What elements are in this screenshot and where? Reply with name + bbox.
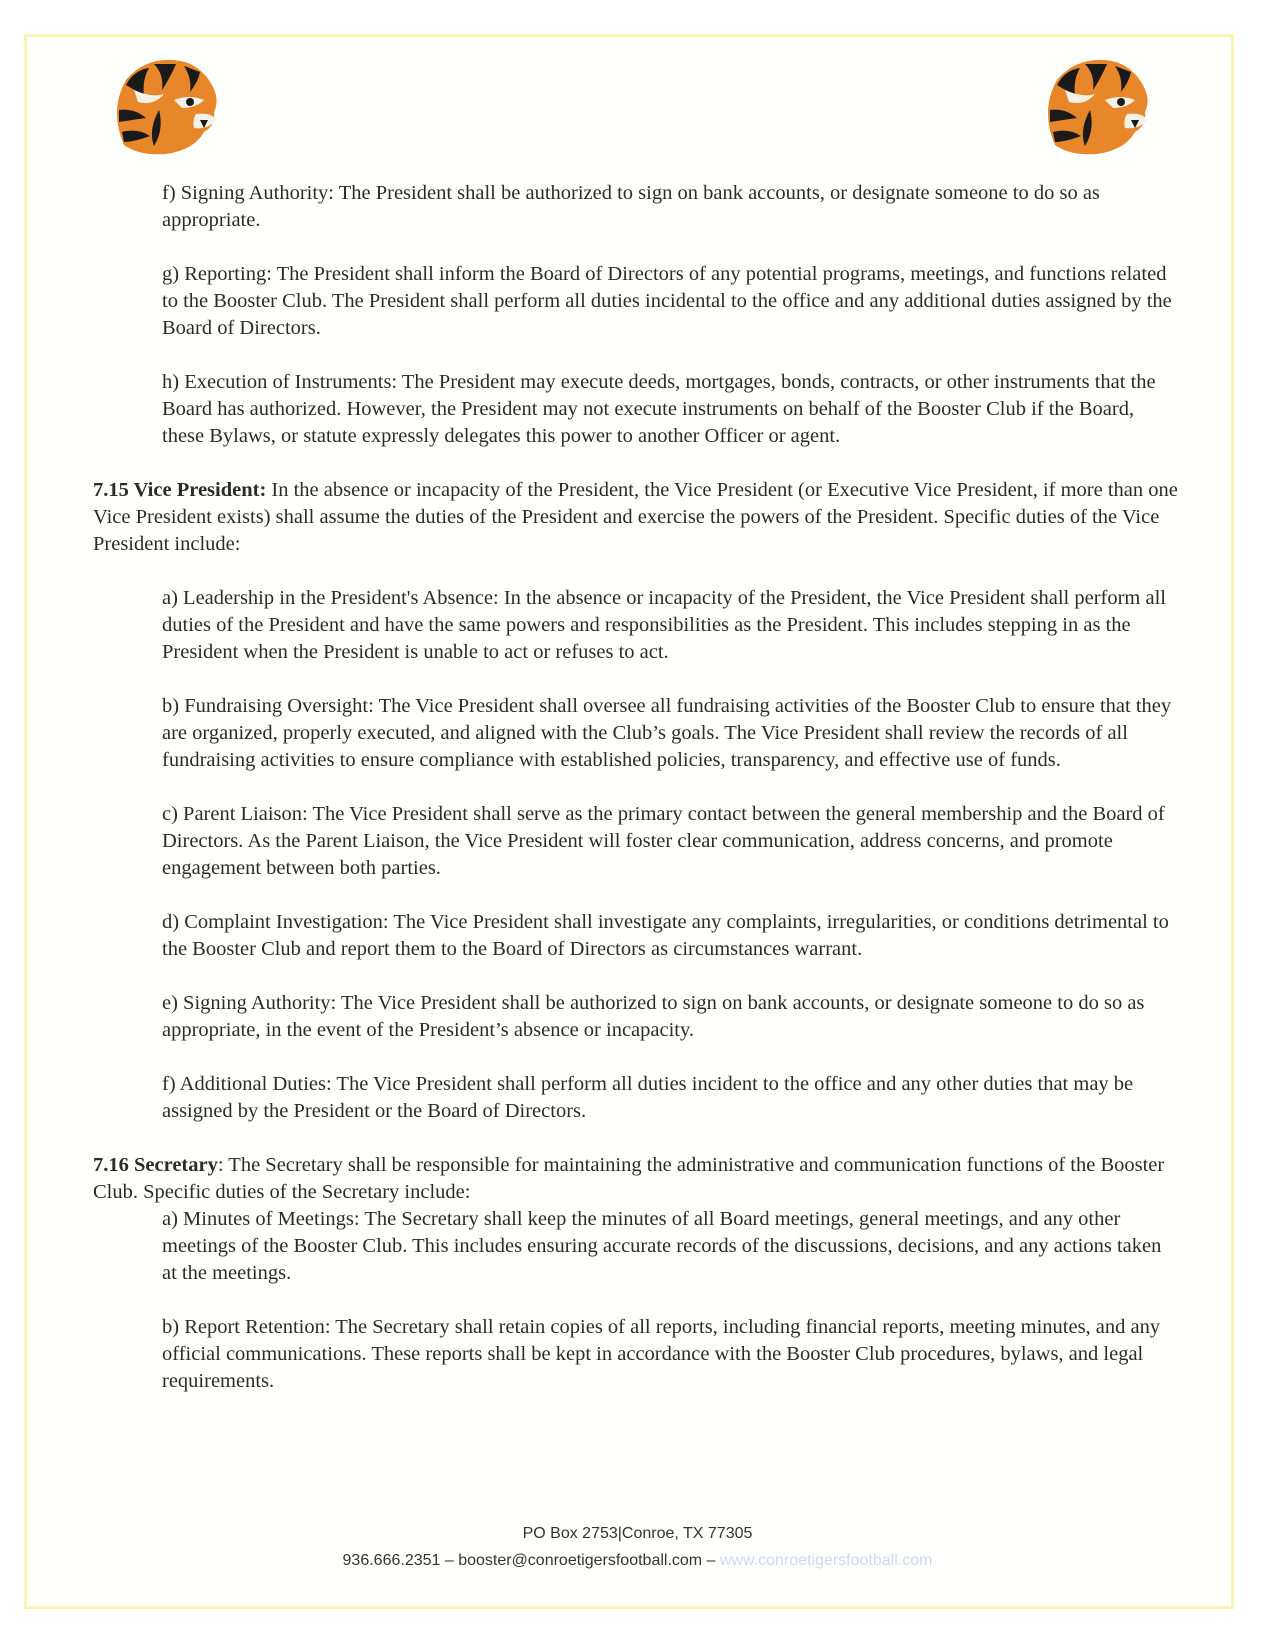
paragraph-secretary-minutes: a) Minutes of Meetings: The Secretary shall keep the minutes of all Board meetings, general meetings, and any other meetings of the Booster Club. This includes ensuring accurate records of the discussions, decisions, and any actions taken at the meetings. — [162, 1208, 1162, 1284]
tiger-logo-icon — [104, 50, 224, 160]
footer-address: PO Box 2753|Conroe, TX 77305 — [522, 1525, 753, 1542]
section-vice-president — [93, 477, 1178, 558]
section-heading-secretary: 7.16 Secretary — [93, 1154, 218, 1176]
paragraph-vp-signing-authority: e) Signing Authority: The Vice President shall be authorized to sign on bank accounts, or designate someone to do so as appropriate, in the event of the President’s absence or incapacity. — [162, 992, 1145, 1041]
section-intro-secretary: : The Secretary shall be responsible for maintaining the administrative and communication functions of the Booster Club. Specific duties of the Secretary include: — [93, 1154, 1165, 1203]
section-secretary — [93, 1152, 1178, 1206]
paragraph-president-signing-authority: f) Signing Authority: The President shall be authorized to sign on bank accounts, or designate someone to do so as appropriate. — [162, 182, 1100, 231]
paragraph-vp-fundraising: b) Fundraising Oversight: The Vice President shall oversee all fundraising activities of the Booster Club to ensure that they are organized, properly executed, and aligned with the Club’s goals. The Vice President shall review the records of all fundraising activities to ensure compliance with established policies, transparency, and effective use of funds. — [162, 695, 1172, 771]
section-intro-vice-president: In the absence or incapacity of the President, the Vice President (or Executive Vice President, if more than one Vice President exists) shall assume the duties of the President and exercise the powers of the President. Specific duties of the Vice President include: — [93, 479, 1178, 555]
paragraph-vp-parent-liaison: c) Parent Liaison: The Vice President shall serve as the primary contact between the general membership and the Board of Directors. As the Parent Liaison, the Vice President will foster clear communication, address concerns, and promote engagement between both parties. — [162, 803, 1165, 879]
paragraph-vp-additional-duties: f) Additional Duties: The Vice President shall perform all duties incident to the office and any other duties that may be assigned by the President or the Board of Directors. — [162, 1073, 1134, 1122]
section-heading-vice-president: 7.15 Vice President: — [93, 479, 267, 501]
tiger-logo-icon — [1035, 50, 1155, 160]
footer-contact: 936.666.2351 – booster@conroetigersfootball.com – — [342, 1552, 720, 1569]
paragraph-vp-leadership: a) Leadership in the President's Absence: In the absence or incapacity of the President, the Vice President shall perform all duties of the President and have the same powers and responsibilities as the President. This includes stepping in as the President when the President is unable to act or refuses to act. — [162, 587, 1166, 663]
footer-website-link[interactable]: www.conroetigersfootball.com — [719, 1552, 933, 1569]
paragraph-secretary-report-retention: b) Report Retention: The Secretary shall retain copies of all reports, including financial reports, meeting minutes, and any official communications. These reports shall be kept in accordance with the Booster Club procedures, bylaws, and legal requirements. — [162, 1316, 1161, 1392]
paragraph-vp-complaint-investigation: d) Complaint Investigation: The Vice President shall investigate any complaints, irregularities, or conditions detrimental to the Booster Club and report them to the Board of Directors as circumstances warrant. — [162, 911, 1169, 960]
document-body — [93, 180, 1178, 1422]
footer-contact-line — [0, 1552, 1275, 1570]
paragraph-president-reporting: g) Reporting: The President shall inform the Board of Directors of any potential programs, meetings, and functions related to the Booster Club. The President shall perform all duties incidental to the office and any additional duties assigned by the Board of Directors. — [162, 263, 1172, 339]
paragraph-president-execution-of-instruments: h) Execution of Instruments: The President may execute deeds, mortgages, bonds, contracts, or other instruments that the Board has authorized. However, the President may not execute instruments on behalf of the Booster Club if the Board, these Bylaws, or statute expressly delegates this power to another Officer or agent. — [162, 371, 1156, 447]
